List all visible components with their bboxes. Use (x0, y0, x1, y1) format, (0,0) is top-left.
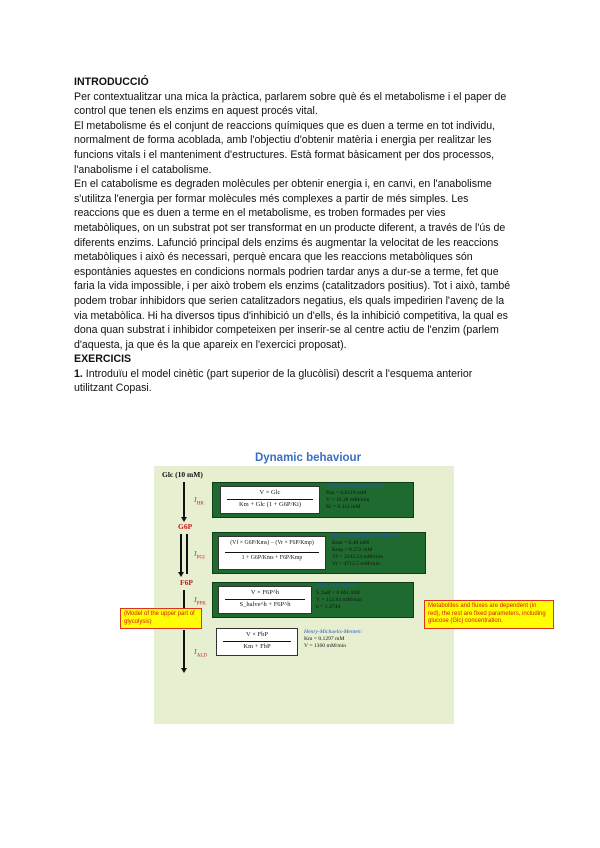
ald-denominator: Km + FbP (243, 643, 271, 650)
pfk-numerator: V × F6P^h (250, 589, 280, 596)
text-line: metabòliques, on un substrat pot ser transformat en un producte diferent, a través de l'ús de (74, 221, 506, 234)
text-line: via metabòlica. Hi ha diversos tipus d'inhibició un d'ells, és la inhibició competitiva, la qual es (74, 309, 508, 322)
ald-numerator: V × FbP (246, 631, 268, 638)
intro-heading: INTRODUCCIÓ (74, 76, 149, 88)
intro-paragraphs (74, 90, 544, 353)
text-line: espontànies aquestes en condicions normals podrien tardar anys a dur-se a terme, fet que (74, 265, 499, 278)
arrow-head-icon (178, 572, 184, 577)
text-line: s'utilitza l'energia per formar molècules més complexes a partir de més simples. Les (74, 192, 469, 205)
arrow-hk (183, 482, 185, 518)
text-line: En el catabolisme es degraden molècules per obtenir energia i, en canvi, en l'anabolisme (74, 178, 492, 191)
exercise-line: Introduïu el model cinètic (part superior de la glucòlisi) descrit a l'esquema anterior (82, 367, 473, 380)
pgi-params: Reversible Michaelis-Menten: Kms = 0.48 mM Kmp = 0.272 mM Vf = 3243.24 mM/min Vr = 4712.5 mM/min (332, 533, 400, 567)
glycolysis-model-figure (120, 452, 546, 730)
text-line: dona quan substrat i inhibidor competeixen per inserir-se al centre actiu de l'enzim (parlem (74, 324, 499, 337)
arrow-head-icon (181, 517, 187, 522)
hk-params: Uncompetitive inhibition: Km = 0.0119 mM V = 16.38 mM/min Ki = 0.111 mM (326, 483, 384, 510)
text-line: El metabolisme és el conjunt de reaccions químiques que es duen a terme en tot individu, (74, 119, 496, 132)
flux-ald: $J_{ALD}$ (194, 648, 208, 659)
note-model-label: (Model of the upper part of glycolysis) (120, 608, 202, 629)
arrow-ald (183, 630, 185, 670)
fraction-line (223, 641, 291, 642)
exercise-line: utilitzant Copasi. (74, 382, 152, 395)
metabolite-g6p: G6P (178, 522, 193, 531)
figure-title: Dynamic behaviour (254, 452, 362, 464)
text-line: Per contextualitzar una mica la pràctica, parlarem sobre què és el metabolisme i el paper de (74, 90, 507, 103)
note-dependent-variables: Metabolites and fluxes are dependent (in red), the rest are fixed parameters, including glucose (Glc) concentration. (424, 600, 554, 629)
text-line: podem trobar inhibidors que serien catalitzadors negatius, els quals impedirien l'avenç de la (74, 294, 505, 307)
text-line: normalment de forma acoblada, amb l'objectiu d'obtenir matèria i energia per realitzar les (74, 134, 492, 147)
pfk-formula (218, 586, 312, 614)
text-line: control que tenen els enzims en aquest procés vital. (74, 105, 318, 118)
hk-denominator: Km + Glc (1 + G6P/Ki) (238, 501, 302, 508)
metabolite-f6p: F6P (180, 578, 193, 587)
text-line: faria la vida impossible, i per això trobem els enzims (catalitzadors positius). Tot i això, també (74, 280, 511, 293)
hk-numerator: V × Glc (259, 489, 281, 496)
fraction-line (225, 552, 319, 553)
pgi-numerator: (Vf × G6P/Kms) − (Vr × F6P/Kmp) (230, 540, 314, 546)
metabolite-glc: Glc (10 mM) (162, 470, 203, 479)
hk-formula (220, 486, 320, 514)
text-line: metabòliques i això és necessari, perquè encara que les reaccions metabòliques són (74, 251, 473, 264)
pgi-denominator: 1 + G6P/Kms + F6P/Kmp (241, 555, 303, 561)
exercises-heading: EXERCICIS (74, 353, 132, 366)
fraction-line (227, 499, 313, 500)
text-line: d'aquesta, ja que és la que apareix en l'exercici proposat). (74, 338, 347, 351)
flux-pfk: $J_{PFK}$ (194, 596, 206, 607)
pfk-denominator: S_halve^h + F6P^h (239, 601, 291, 608)
body-text (74, 75, 544, 396)
flux-hk: $J_{HK}$ (194, 496, 204, 507)
flux-pgi: $J_{PGI}$ (194, 550, 205, 561)
fraction-line (225, 599, 305, 600)
ald-params: Henry-Michaelis-Menten: Km = 0.1297 mM V = 1360 mM/min (304, 629, 363, 649)
arrow-pgi-reverse (186, 534, 188, 574)
pgi-formula (218, 536, 326, 570)
arrow-head-icon (181, 668, 187, 673)
text-line: reaccions que es duen a terme en el metabolisme, es troben formades per vies (74, 207, 446, 220)
exercise-1 (74, 367, 544, 382)
text-line: funcions vitals i el manteniment d'estructures. Està format bàsicament per dos processos, (74, 148, 495, 161)
arrow-pgi-forward (180, 534, 182, 574)
exercise-number: 1. (74, 367, 83, 380)
text-line: diferents enzims. Lafunció principal dels enzims és augmentar la velocitat de les reaccions (74, 236, 499, 249)
text-line: l'anabolisme i el catabolisme. (74, 163, 212, 176)
pfk-params: Hill Cooperativity: S_half = 0.061 mM V = 112.84 mM/min h = 1.4744 (316, 583, 363, 610)
ald-formula (216, 628, 298, 656)
